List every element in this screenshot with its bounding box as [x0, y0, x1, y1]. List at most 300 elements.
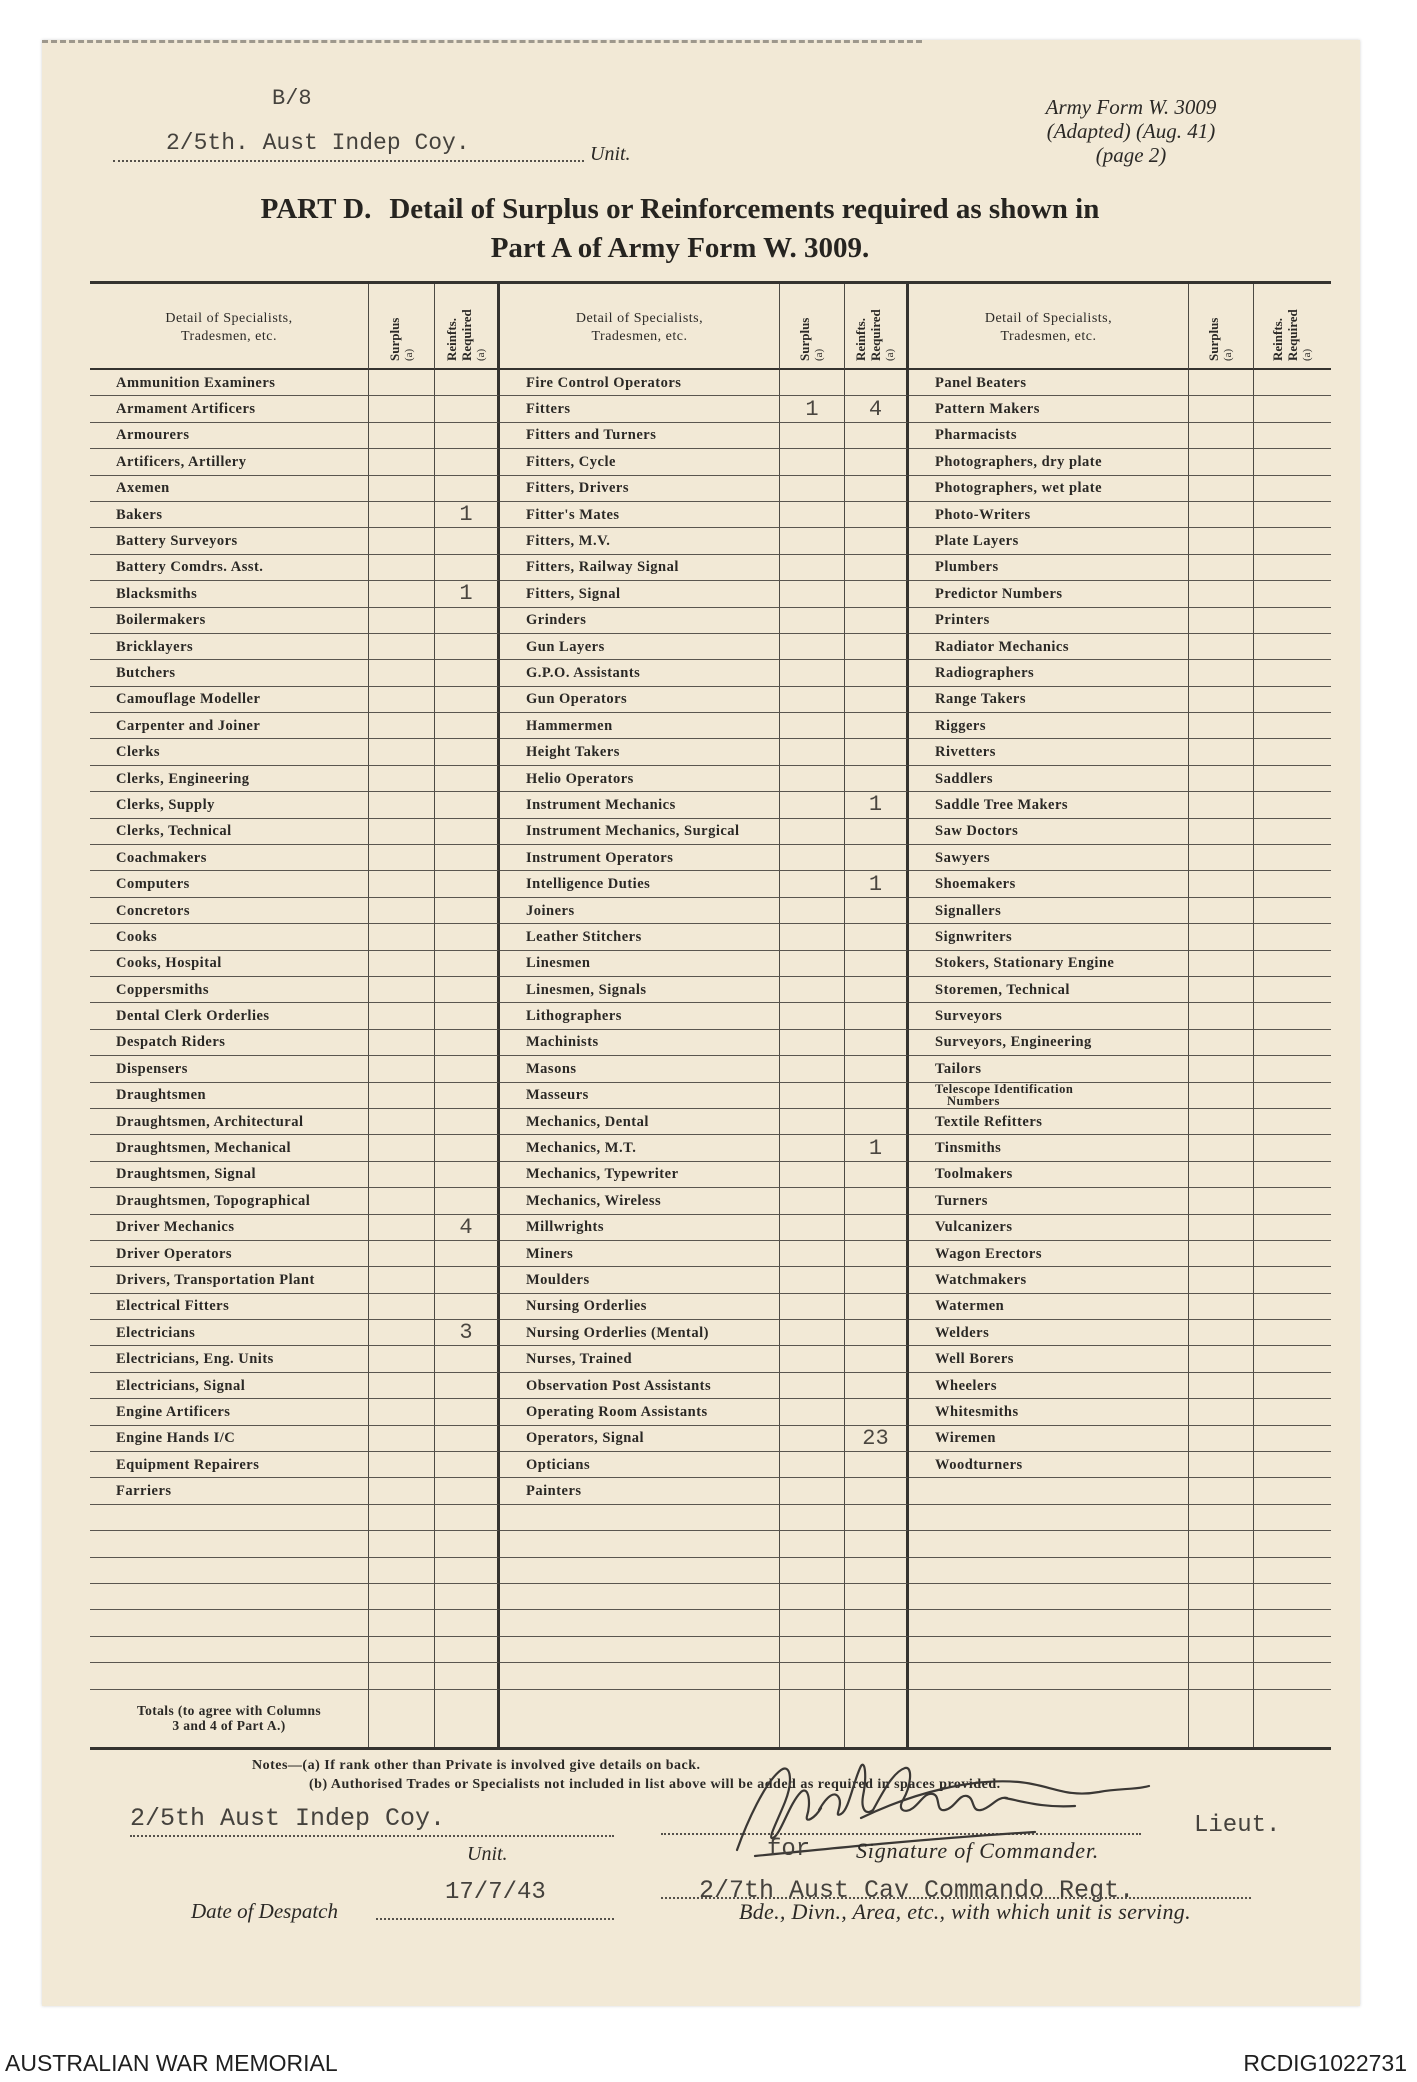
surplus-cell — [780, 476, 845, 502]
trade-cell — [500, 1610, 780, 1636]
trade-label: Radiographers — [935, 664, 1035, 681]
trade-label: Mechanics, M.T. — [526, 1140, 637, 1157]
trade-cell — [909, 1241, 1189, 1267]
reinfts-cell — [435, 924, 500, 950]
trade-cell — [909, 555, 1189, 581]
trade-label: Clerks, Technical — [116, 823, 232, 840]
trade-label-continued: Numbers — [947, 1094, 1000, 1109]
table-row — [90, 871, 1331, 897]
reinfts-cell — [1254, 502, 1331, 528]
reinfts-cell — [845, 1505, 909, 1531]
trade-cell — [500, 792, 780, 818]
specialists-table — [90, 281, 1331, 1750]
trade-cell — [90, 1610, 369, 1636]
surplus-cell — [780, 819, 845, 845]
surplus-cell — [780, 1346, 845, 1372]
trade-cell — [90, 370, 369, 396]
column-header-detail — [500, 284, 780, 370]
trade-label: Farriers — [116, 1483, 172, 1500]
reinfts-cell — [1254, 1320, 1331, 1346]
table-row — [90, 502, 1331, 528]
surplus-cell — [1189, 449, 1254, 475]
reinfts-cell — [1254, 1478, 1331, 1504]
reinfts-cell — [435, 555, 500, 581]
trade-cell — [90, 1320, 369, 1346]
reinfts-cell — [435, 1531, 500, 1557]
trade-cell — [90, 1135, 369, 1161]
table-row — [90, 1452, 1331, 1478]
trade-cell — [90, 1558, 369, 1584]
reinfts-cell — [435, 370, 500, 396]
trade-cell — [500, 898, 780, 924]
trade-cell — [90, 1083, 369, 1109]
trade-label: Clerks, Supply — [116, 796, 215, 813]
reinfts-cell — [435, 1610, 500, 1636]
surplus-cell — [780, 1135, 845, 1161]
table-header-row — [90, 284, 1331, 370]
table-row — [90, 766, 1331, 792]
reinfts-value: 1 — [868, 871, 883, 897]
column-header-reinfts-line3: (a) — [474, 348, 487, 361]
trade-cell — [909, 528, 1189, 554]
surplus-cell — [369, 713, 435, 739]
surplus-cell — [1189, 1056, 1254, 1082]
trade-label: Clerks, Engineering — [116, 770, 250, 787]
table-row — [90, 1610, 1331, 1636]
trade-label: Wiremen — [935, 1430, 996, 1447]
surplus-cell — [369, 1188, 435, 1214]
title-line2: Part A of Army Form W. 3009. — [490, 232, 870, 264]
reinfts-cell — [845, 1135, 909, 1161]
table-row — [90, 1056, 1331, 1082]
reinfts-cell — [435, 1241, 500, 1267]
reinfts-cell — [435, 1505, 500, 1531]
column-header-reinfts — [845, 284, 909, 370]
reinfts-cell — [845, 713, 909, 739]
trade-label: Telescope Identification — [935, 1082, 1074, 1097]
trade-label: Clerks — [116, 744, 161, 761]
page-title — [130, 190, 1230, 268]
archive-id: RCDIG1022731 — [1243, 2050, 1407, 2076]
trade-label: Painters — [526, 1483, 582, 1500]
surplus-cell — [369, 845, 435, 871]
surplus-cell — [369, 1558, 435, 1584]
reinfts-cell — [845, 476, 909, 502]
surplus-cell — [369, 977, 435, 1003]
trade-cell — [500, 1346, 780, 1372]
title-part: PART D. — [260, 193, 372, 225]
column-header-reinfts — [1254, 284, 1331, 370]
trade-label: Nursing Orderlies (Mental) — [526, 1324, 709, 1341]
trade-cell — [909, 581, 1189, 607]
table-row — [90, 819, 1331, 845]
unit-label-footer: Unit. — [467, 1843, 508, 1865]
trade-cell — [500, 396, 780, 422]
trade-cell — [500, 1135, 780, 1161]
surplus-cell — [369, 581, 435, 607]
trade-cell — [909, 898, 1189, 924]
surplus-cell — [780, 1610, 845, 1636]
surplus-cell — [369, 1241, 435, 1267]
trade-cell — [500, 608, 780, 634]
table-row — [90, 1637, 1331, 1663]
reinfts-value: 1 — [868, 792, 883, 818]
reinfts-cell — [1254, 528, 1331, 554]
table-row — [90, 951, 1331, 977]
trade-label: Panel Beaters — [935, 374, 1027, 391]
reinfts-cell — [435, 476, 500, 502]
reinfts-cell — [1254, 1162, 1331, 1188]
reinfts-cell — [1254, 1505, 1331, 1531]
surplus-cell — [369, 898, 435, 924]
table-row — [90, 660, 1331, 686]
surplus-cell — [369, 1373, 435, 1399]
table-row — [90, 476, 1331, 502]
trade-label: Fitters, Railway Signal — [526, 559, 679, 576]
surplus-cell — [369, 792, 435, 818]
trade-cell — [909, 1162, 1189, 1188]
reinfts-cell — [1254, 1188, 1331, 1214]
trade-label: Photo-Writers — [935, 506, 1031, 523]
trade-cell — [500, 1373, 780, 1399]
surplus-cell — [780, 951, 845, 977]
form-edition: (Adapted) (Aug. 41) — [1046, 119, 1216, 143]
surplus-cell — [1189, 951, 1254, 977]
reinfts-cell — [845, 660, 909, 686]
trade-label: Dispensers — [116, 1060, 188, 1077]
table-row — [90, 1373, 1331, 1399]
surplus-cell — [369, 1320, 435, 1346]
trade-cell — [909, 1294, 1189, 1320]
reinfts-cell — [845, 792, 909, 818]
table-row — [90, 1083, 1331, 1109]
surplus-cell — [1189, 977, 1254, 1003]
trade-cell — [500, 502, 780, 528]
surplus-cell — [369, 1346, 435, 1372]
table-row — [90, 977, 1331, 1003]
surplus-cell — [1189, 1083, 1254, 1109]
reinfts-cell — [845, 845, 909, 871]
totals-cell — [780, 1690, 845, 1747]
trade-cell — [500, 924, 780, 950]
trade-label: Bricklayers — [116, 638, 194, 655]
trade-label: Wheelers — [935, 1377, 997, 1394]
surplus-cell — [780, 924, 845, 950]
trade-label: Toolmakers — [935, 1166, 1013, 1183]
reinfts-cell — [845, 1215, 909, 1241]
trade-label: Equipment Repairers — [116, 1456, 260, 1473]
reinfts-cell — [845, 555, 909, 581]
reinfts-cell — [845, 819, 909, 845]
signature-of-commander-label: Signature of Commander. — [856, 1838, 1100, 1863]
trade-cell — [90, 555, 369, 581]
trade-cell — [909, 396, 1189, 422]
table-row — [90, 396, 1331, 422]
table-row — [90, 1294, 1331, 1320]
surplus-cell — [1189, 1505, 1254, 1531]
trade-cell — [500, 1531, 780, 1557]
trade-cell — [909, 1346, 1189, 1372]
trade-cell — [500, 871, 780, 897]
table-row — [90, 370, 1331, 396]
surplus-cell — [1189, 1241, 1254, 1267]
trade-cell — [909, 1663, 1189, 1689]
trade-cell — [909, 739, 1189, 765]
trade-cell — [90, 660, 369, 686]
surplus-cell — [780, 1188, 845, 1214]
surplus-cell — [1189, 423, 1254, 449]
totals-cell — [1254, 1690, 1331, 1747]
reinfts-cell — [435, 792, 500, 818]
trade-cell — [500, 1426, 780, 1452]
surplus-cell — [369, 1452, 435, 1478]
trade-label: Engine Artificers — [116, 1403, 231, 1420]
table-row — [90, 528, 1331, 554]
surplus-cell — [780, 1426, 845, 1452]
table-row — [90, 924, 1331, 950]
reinfts-cell — [845, 1030, 909, 1056]
trade-label: Shoemakers — [935, 876, 1016, 893]
column-header-surplus — [369, 284, 435, 370]
surplus-cell — [369, 1610, 435, 1636]
trade-cell — [500, 845, 780, 871]
surplus-cell — [780, 687, 845, 713]
reinfts-cell — [845, 1399, 909, 1425]
table-row — [90, 1135, 1331, 1161]
trade-cell — [909, 1188, 1189, 1214]
trade-cell — [500, 1478, 780, 1504]
surplus-cell — [369, 423, 435, 449]
trade-label: Axemen — [116, 480, 170, 497]
trade-cell — [500, 1003, 780, 1029]
trade-cell — [90, 1241, 369, 1267]
trade-cell — [90, 502, 369, 528]
reinfts-cell — [1254, 871, 1331, 897]
surplus-cell — [780, 871, 845, 897]
trade-cell — [90, 739, 369, 765]
reinfts-cell — [1254, 1346, 1331, 1372]
table-row — [90, 1558, 1331, 1584]
trade-cell — [909, 1610, 1189, 1636]
surplus-cell — [780, 1030, 845, 1056]
surplus-cell — [780, 634, 845, 660]
trade-cell — [500, 1505, 780, 1531]
trade-cell — [90, 1637, 369, 1663]
reinfts-cell — [435, 977, 500, 1003]
trade-cell — [909, 1505, 1189, 1531]
reinfts-cell — [435, 739, 500, 765]
trade-cell — [500, 1558, 780, 1584]
trade-cell — [500, 1030, 780, 1056]
reinfts-cell — [1254, 687, 1331, 713]
reinfts-cell — [1254, 792, 1331, 818]
reinfts-cell — [435, 634, 500, 660]
unit-label: Unit. — [590, 143, 631, 165]
trade-cell — [90, 871, 369, 897]
reinfts-cell — [435, 1399, 500, 1425]
trade-label: Fitters, Signal — [526, 585, 621, 602]
trade-cell — [909, 1267, 1189, 1293]
trade-cell — [90, 1056, 369, 1082]
column-header-reinfts-text — [853, 291, 898, 361]
trade-label: Nursing Orderlies — [526, 1298, 647, 1315]
surplus-cell — [369, 1505, 435, 1531]
surplus-cell — [1189, 1478, 1254, 1504]
trade-label: Driver Operators — [116, 1245, 233, 1262]
file-reference: B/8 — [272, 86, 312, 111]
trade-label: Electricians, Eng. Units — [116, 1351, 274, 1368]
surplus-cell — [1189, 687, 1254, 713]
trade-label: Helio Operators — [526, 770, 634, 787]
trade-label: Instrument Mechanics — [526, 796, 676, 813]
surplus-cell — [780, 396, 845, 422]
date-of-despatch-value: 17/7/43 — [445, 1879, 546, 1906]
reinfts-cell — [1254, 1056, 1331, 1082]
trade-label: Dental Clerk Orderlies — [116, 1008, 270, 1025]
trade-cell — [909, 449, 1189, 475]
trade-cell — [90, 1003, 369, 1029]
trade-cell — [90, 1426, 369, 1452]
trade-cell — [90, 924, 369, 950]
table-row — [90, 1241, 1331, 1267]
trade-label: Cooks, Hospital — [116, 955, 222, 972]
form-reference — [1001, 95, 1261, 167]
trade-cell — [90, 396, 369, 422]
column-header-surplus-text — [1206, 291, 1236, 361]
trade-label: Welders — [935, 1324, 990, 1341]
totals-label-cell — [90, 1690, 369, 1747]
reinfts-cell — [845, 608, 909, 634]
reinfts-cell — [845, 1346, 909, 1372]
reinfts-cell — [1254, 1531, 1331, 1557]
reinfts-cell — [845, 1558, 909, 1584]
trade-cell — [909, 713, 1189, 739]
trade-cell — [90, 608, 369, 634]
trade-cell — [909, 1637, 1189, 1663]
trade-cell — [909, 951, 1189, 977]
column-header-surplus-line1: Surplus — [1206, 317, 1221, 361]
column-header-reinfts-line3: (a) — [884, 348, 896, 361]
table-row — [90, 739, 1331, 765]
trade-cell — [90, 1162, 369, 1188]
reinfts-cell — [435, 1478, 500, 1504]
trade-cell — [909, 502, 1189, 528]
trade-label: Riggers — [935, 717, 987, 734]
reinfts-cell — [435, 1452, 500, 1478]
reinfts-cell — [845, 528, 909, 554]
table-row — [90, 845, 1331, 871]
surplus-cell — [1189, 396, 1254, 422]
trade-cell — [500, 766, 780, 792]
trade-label: Draughtsmen — [116, 1087, 207, 1104]
reinfts-cell — [845, 1663, 909, 1689]
trade-label: Masseurs — [526, 1087, 589, 1104]
reinfts-cell — [1254, 1558, 1331, 1584]
totals-row — [90, 1690, 1331, 1747]
surplus-cell — [369, 1267, 435, 1293]
surplus-cell — [369, 1294, 435, 1320]
trade-cell — [90, 687, 369, 713]
surplus-cell — [1189, 1663, 1254, 1689]
reinfts-cell — [1254, 1109, 1331, 1135]
column-header-reinfts-text — [444, 291, 489, 361]
reinfts-cell — [1254, 845, 1331, 871]
table-row — [90, 555, 1331, 581]
trade-cell — [90, 1373, 369, 1399]
trade-cell — [500, 476, 780, 502]
trade-label: Boilermakers — [116, 612, 206, 629]
trade-cell — [90, 1663, 369, 1689]
surplus-cell — [780, 608, 845, 634]
column-header-detail — [909, 284, 1189, 370]
trade-cell — [909, 871, 1189, 897]
surplus-cell — [780, 1399, 845, 1425]
table-row — [90, 1162, 1331, 1188]
trade-label: Camouflage Modeller — [116, 691, 261, 708]
trade-label: Machinists — [526, 1034, 599, 1051]
surplus-cell — [780, 845, 845, 871]
reinfts-cell — [845, 1162, 909, 1188]
trade-label: Artificers, Artillery — [116, 453, 247, 470]
trade-label: Linesmen — [526, 955, 591, 972]
trade-label: Engine Hands I/C — [116, 1430, 236, 1447]
surplus-cell — [1189, 1373, 1254, 1399]
trade-cell — [500, 1056, 780, 1082]
reinfts-cell — [845, 1320, 909, 1346]
table-row — [90, 1663, 1331, 1689]
column-header-surplus — [780, 284, 845, 370]
trade-cell — [500, 555, 780, 581]
table-row — [90, 634, 1331, 660]
reinfts-cell — [435, 1162, 500, 1188]
trade-cell — [909, 370, 1189, 396]
trade-label: Wagon Erectors — [935, 1245, 1043, 1262]
trade-label: Coppersmiths — [116, 981, 210, 998]
surplus-cell — [369, 555, 435, 581]
trade-cell — [90, 898, 369, 924]
trade-cell — [500, 1637, 780, 1663]
trade-label: Vulcanizers — [935, 1219, 1013, 1236]
surplus-cell — [780, 1294, 845, 1320]
trade-cell — [500, 713, 780, 739]
reinfts-cell — [1254, 1003, 1331, 1029]
trade-cell — [90, 1109, 369, 1135]
reinfts-cell — [435, 1346, 500, 1372]
surplus-cell — [1189, 1294, 1254, 1320]
reinfts-cell — [1254, 1030, 1331, 1056]
reinfts-cell — [845, 951, 909, 977]
column-header-surplus-text — [387, 291, 417, 361]
trade-cell — [90, 1267, 369, 1293]
title-line1: Detail of Surplus or Reinforcements required as shown in — [389, 193, 1100, 225]
surplus-cell — [780, 370, 845, 396]
trade-cell — [500, 634, 780, 660]
trade-cell — [909, 608, 1189, 634]
trade-label: Height Takers — [526, 744, 620, 761]
trade-label: Concretors — [116, 902, 190, 919]
surplus-cell — [1189, 739, 1254, 765]
trade-cell — [90, 792, 369, 818]
reinfts-cell — [845, 1426, 909, 1452]
table-row — [90, 1267, 1331, 1293]
trade-label: Draughtsmen, Mechanical — [116, 1140, 292, 1157]
trade-cell — [500, 739, 780, 765]
trade-cell — [909, 1426, 1189, 1452]
trade-label: Radiator Mechanics — [935, 638, 1069, 655]
table-row — [90, 1505, 1331, 1531]
reinfts-cell — [845, 924, 909, 950]
surplus-cell — [780, 502, 845, 528]
